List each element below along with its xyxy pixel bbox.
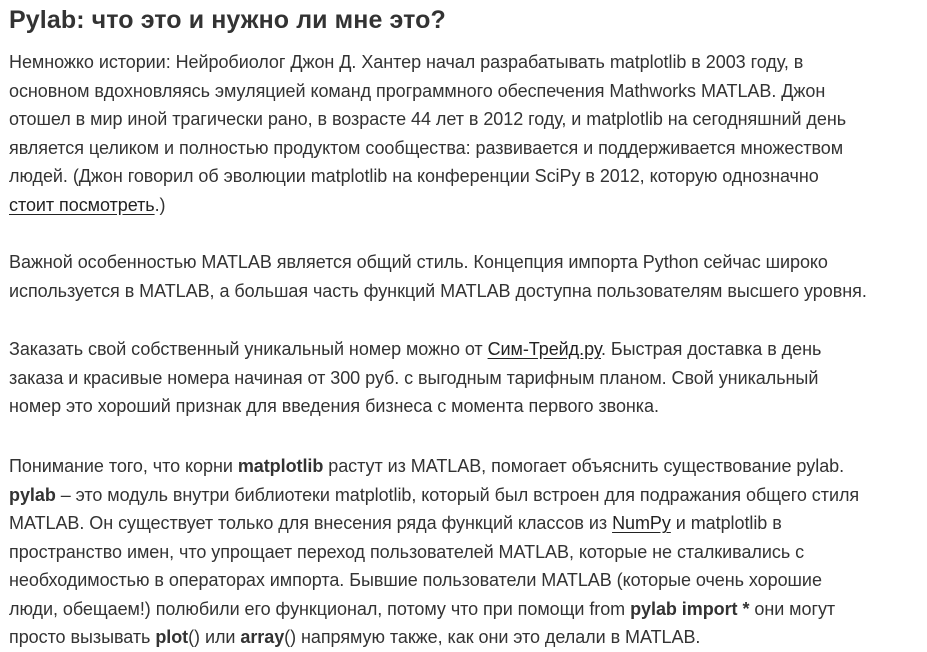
- text-line: используется в MATLAB, а большая часть функций MATLAB доступна пользователям высшего уровня.: [9, 280, 867, 301]
- paragraph-matlab-style: [9, 248, 923, 305]
- text-line: пространство имен, что упрощает переход пользователей MATLAB, которые не сталкивались с: [9, 541, 805, 562]
- bold-term: matplotlib: [237, 456, 324, 476]
- article: [9, 4, 923, 647]
- text-line: отошел в мир иной трагически рано, в возрасте 44 лет в 2012 году, и matplotlib на сегодняшний день: [9, 109, 847, 129]
- text-line: [9, 481, 923, 510]
- text-line: [9, 595, 923, 624]
- bold-term: pylab: [9, 484, 56, 505]
- text-line: [9, 509, 923, 538]
- text-line: является целиком и полностью продуктом сообщества: развивается и поддерживается множеством: [9, 137, 844, 158]
- text-line: [9, 452, 923, 481]
- text-fragment: MATLAB. Он существует только для внесения ряда функций классов из: [9, 513, 613, 533]
- numpy-link[interactable]: NumPy: [612, 513, 671, 533]
- text-fragment: .): [154, 194, 166, 215]
- text-fragment: Понимание того, что корни: [9, 456, 238, 476]
- bold-code: pylab import *: [630, 598, 750, 619]
- paragraph-pylab: [9, 452, 923, 652]
- text-line: заказа и красивые номера начиная от 300 руб. с выгодным тарифным планом. Свой уникальный: [9, 367, 819, 388]
- bold-code: array: [240, 627, 285, 647]
- text-line: основном вдохновляясь эмуляцией команд программного обеспечения Mathworks MATLAB. Джон: [9, 80, 826, 101]
- text-fragment: () или: [188, 627, 241, 647]
- text-fragment: – это модуль внутри библиотеки matplotlib, который был встроен для подражания общего стиля: [55, 484, 860, 505]
- text-line: Немножко истории: Нейробиолог Джон Д. Хантер начал разрабатывать matplotlib в 2003 году, в: [9, 52, 804, 72]
- text-fragment: люди, обещаем!) полюбили его функционал, потому что при помощи from: [9, 598, 631, 619]
- text-fragment: () напрямую также, как они это делали в MATLAB.: [284, 627, 701, 647]
- text-line: [9, 623, 923, 652]
- text-fragment: . Быстрая доставка в день: [600, 339, 822, 359]
- text-fragment: Заказать свой собственный уникальный номер можно от: [9, 339, 488, 359]
- paragraph-advert: [9, 335, 923, 421]
- text-line: людей. (Джон говорил об эволюции matplotlib на конференции SciPy в 2012, которую однозначно: [9, 166, 819, 186]
- article-title: Pylab: что это и нужно ли мне это?: [9, 6, 446, 34]
- text-fragment: они могут: [749, 598, 836, 619]
- text-fragment: растут из MATLAB, помогает объяснить существование pylab.: [323, 456, 845, 476]
- text-fragment: просто вызывать: [9, 627, 156, 647]
- paragraph-history: [9, 48, 923, 219]
- sim-trade-link[interactable]: Сим-Трейд.ру: [487, 339, 601, 359]
- text-line: необходимостью в операторах импорта. Бывшие пользователи MATLAB (которые очень хорошие: [9, 570, 822, 590]
- bold-code: plot: [155, 627, 189, 647]
- text-line: Важной особенностью MATLAB является общий стиль. Концепция импорта Python сейчас широко: [9, 252, 828, 272]
- watch-talk-link[interactable]: стоит посмотреть: [9, 194, 155, 215]
- text-fragment: и matplotlib в: [670, 513, 782, 533]
- text-line: [9, 191, 923, 220]
- text-line: [9, 335, 923, 364]
- text-line: номер это хороший признак для введения бизнеса с момента первого звонка.: [9, 396, 659, 416]
